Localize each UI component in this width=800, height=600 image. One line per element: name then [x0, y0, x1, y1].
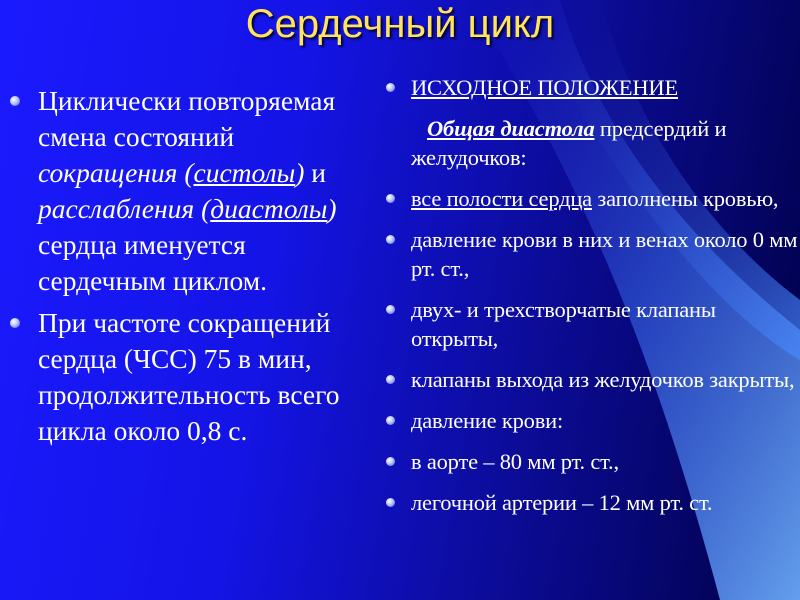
- text-run-bold-italic: Общая диастола: [427, 116, 595, 141]
- text-run: Циклически повторяемая смена состояний: [38, 85, 336, 152]
- text-run-italic: расслабления (: [38, 193, 211, 224]
- bullet-icon: [386, 305, 395, 314]
- text-run: При частоте сокращений сердца (ЧСС) 75 в мин, продолжительность всего цикла около 0,8 с.: [38, 307, 340, 446]
- right-bullet-item: [384, 365, 798, 394]
- right-bullet-item: [384, 488, 798, 517]
- text-run-italic: сокращения (: [38, 157, 194, 188]
- right-bullet-item: [384, 295, 798, 353]
- text-run: двух- и трехстворчатые клапаны открыты,: [411, 297, 716, 351]
- text-run: давление крови:: [411, 408, 564, 433]
- text-run: заполнены кровью,: [591, 186, 779, 211]
- text-run: и: [304, 157, 326, 188]
- text-run-italic: ): [295, 157, 305, 188]
- text-run-italic-underlined: диастолы: [210, 193, 328, 224]
- bullet-icon: [386, 83, 395, 92]
- right-bullet-item: [384, 406, 798, 435]
- text-run-italic: ): [327, 193, 337, 224]
- left-bullet-item: [8, 83, 380, 299]
- text-run: сердца именуется сердечным циклом.: [38, 229, 267, 296]
- slide-title: Сердечный цикл: [245, 2, 555, 46]
- bullet-icon: [386, 235, 395, 244]
- bullet-icon: [386, 457, 395, 466]
- bullet-icon: [10, 318, 20, 328]
- text-run: предсердий и желудочков:: [411, 116, 727, 170]
- bullet-icon: [10, 96, 20, 106]
- right-bullet-item: [384, 225, 798, 283]
- heading-text: ИСХОДНОЕ ПОЛОЖЕНИЕ: [411, 75, 678, 100]
- right-heading: [384, 73, 798, 102]
- bullet-icon: [386, 498, 395, 507]
- text-run-italic-underlined: систолы: [193, 157, 296, 188]
- text-run: легочной артерии – 12 мм рт. ст.: [411, 490, 713, 515]
- diastole-line: [384, 114, 798, 172]
- bullet-icon: [386, 194, 395, 203]
- text-run-underlined: все полости сердца: [411, 186, 592, 211]
- right-bullet-list: [384, 73, 798, 529]
- right-bullet-item: [384, 184, 798, 213]
- bullet-icon: [386, 416, 395, 425]
- right-bullet-item: [384, 447, 798, 476]
- bullet-icon: [386, 375, 395, 384]
- text-run: давление крови в них и венах около 0 мм рт. ст.,: [411, 227, 798, 281]
- left-bullet-list: [8, 83, 380, 455]
- text-run: клапаны выхода из желудочков закрыты,: [411, 367, 795, 392]
- left-bullet-item: [8, 305, 380, 449]
- text-run: в аорте – 80 мм рт. ст.,: [411, 449, 619, 474]
